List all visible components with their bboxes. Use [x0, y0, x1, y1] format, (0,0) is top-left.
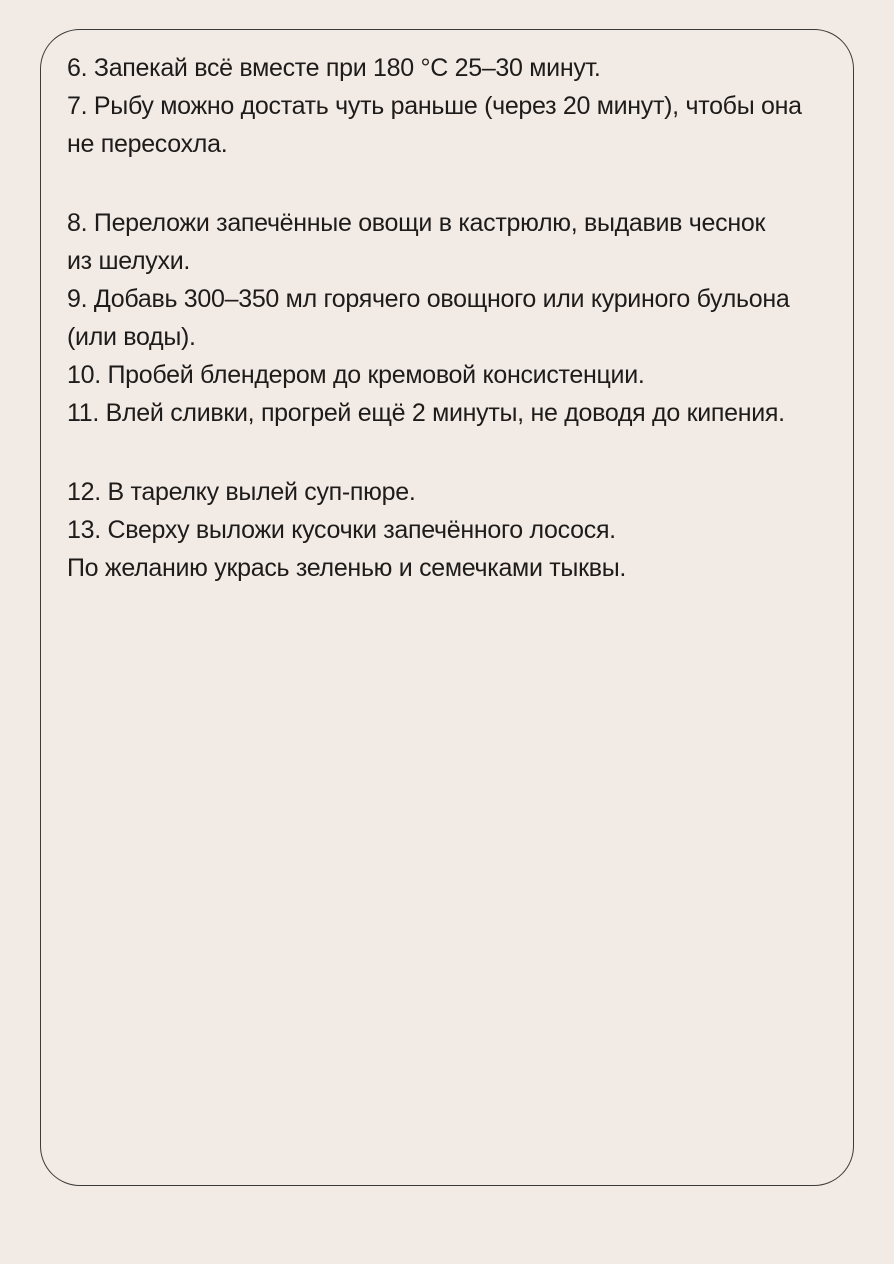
recipe-step-line: 10. Пробей блендером до кремовой консистенции.	[67, 361, 645, 389]
recipe-steps-block-serving	[67, 473, 827, 587]
recipe-step-line: не пересохла.	[67, 130, 228, 158]
recipe-step-line: 11. Влей сливки, прогрей ещё 2 минуты, не доводя до кипения.	[67, 399, 785, 427]
recipe-steps-block-baking	[67, 49, 827, 163]
recipe-step-line: 13. Сверху выложи кусочки запечённого лосося.	[67, 516, 616, 544]
recipe-card	[40, 29, 854, 1186]
recipe-step-line: 7. Рыбу можно достать чуть раньше (через 20 минут), чтобы она	[67, 92, 802, 120]
recipe-step-line: из шелухи.	[67, 247, 191, 275]
recipe-step-line: 8. Переложи запечённые овощи в кастрюлю, выдавив чеснок	[67, 209, 766, 237]
recipe-step-line: По желанию укрась зеленью и семечками тыквы.	[67, 554, 627, 582]
recipe-step-line: 6. Запекай всё вместе при 180 °C 25–30 минут.	[67, 54, 601, 82]
recipe-step-line: 9. Добавь 300–350 мл горячего овощного или куриного бульона	[67, 285, 790, 313]
recipe-steps-block-soup	[67, 204, 827, 432]
recipe-step-line: (или воды).	[67, 323, 196, 351]
recipe-step-line: 12. В тарелку вылей суп-пюре.	[67, 478, 416, 506]
